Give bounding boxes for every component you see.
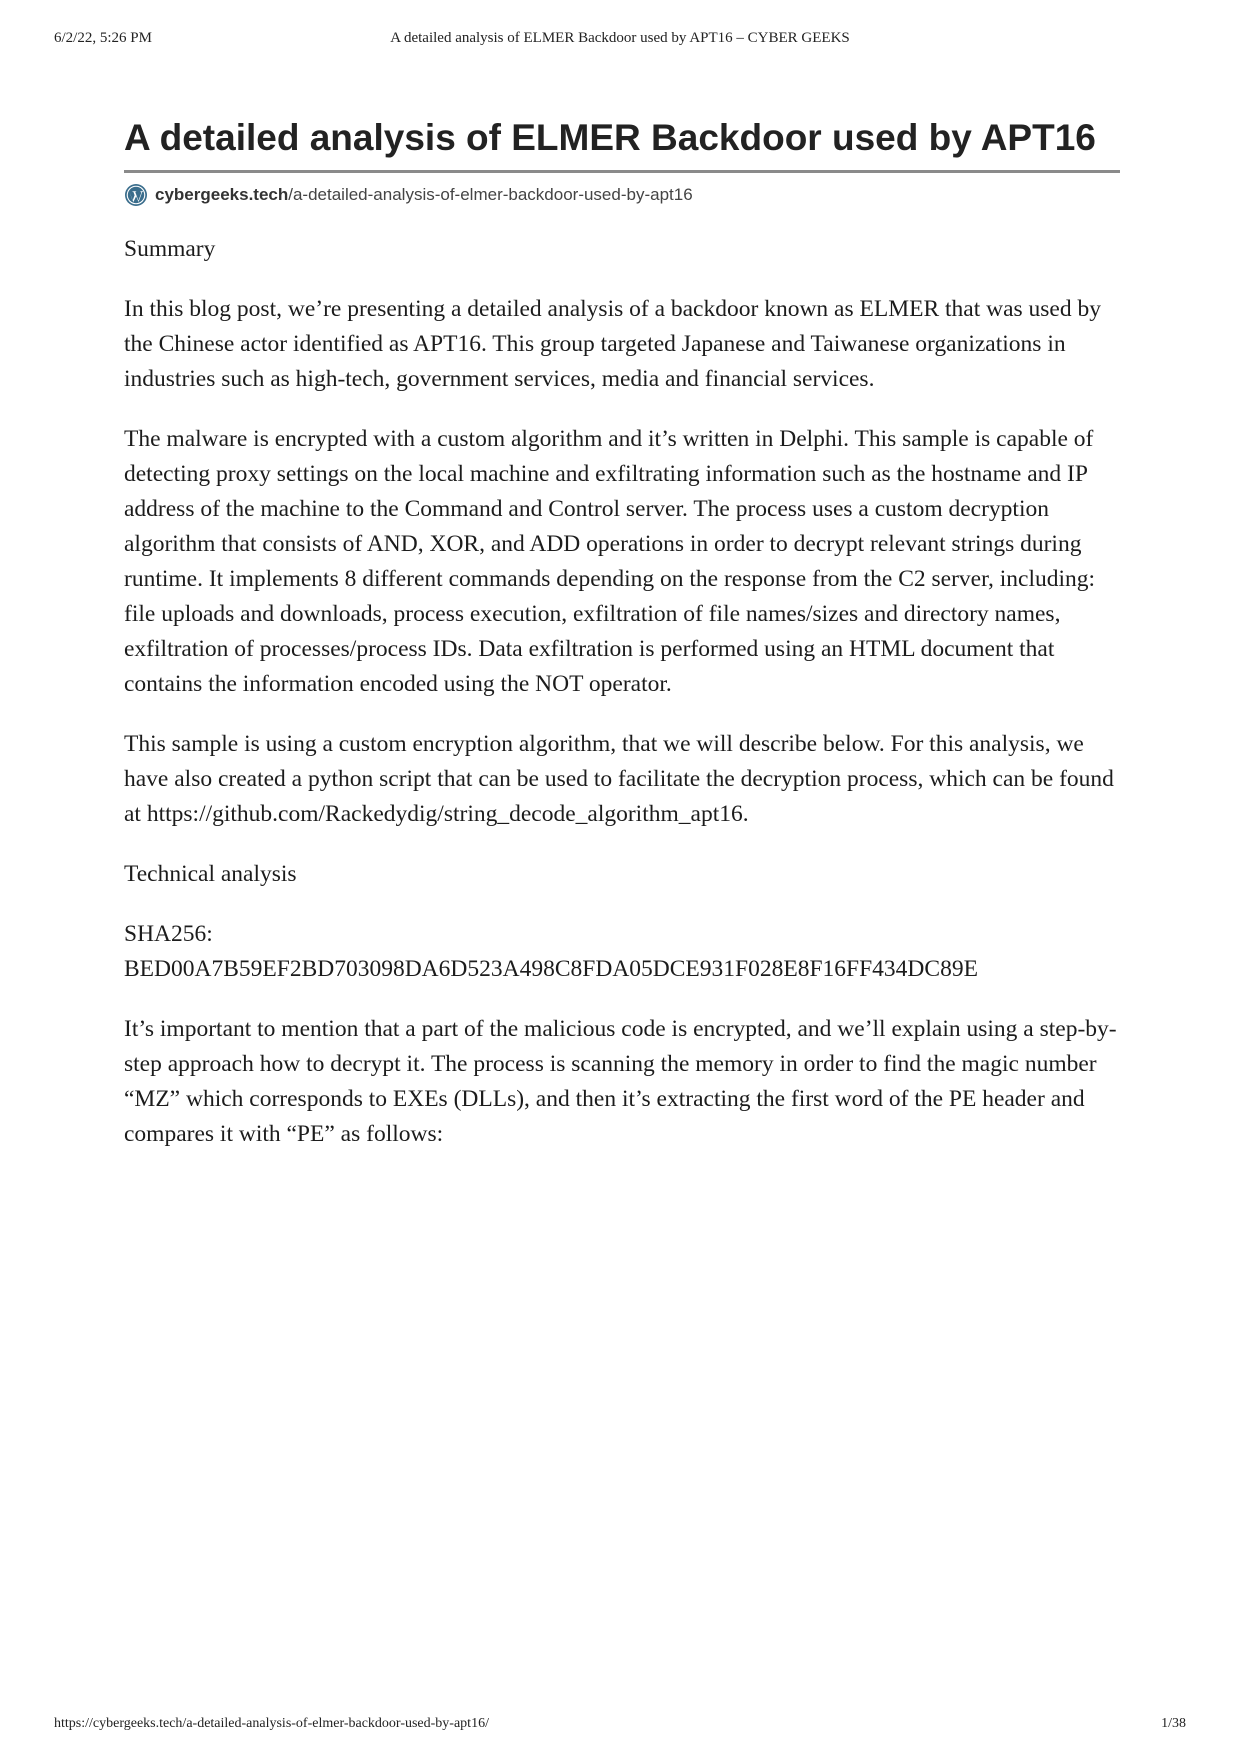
article-title: A detailed analysis of ELMER Backdoor used by APT16 [124,112,1120,173]
print-date: 6/2/22, 5:26 PM [54,30,152,46]
paragraph-malware-overview: The malware is encrypted with a custom algorithm and it’s written in Delphi. This sample is capable of detecting proxy settings on the local machine and exfiltrating information such as the hostname and IP address of the machine to the Command and Control server. The process uses a custom decryption algorithm that consists of AND, XOR, and ADD operations in order to decrypt relevant strings during runtime. It implements 8 different commands depending on the response from the C2 server, including: file uploads and downloads, process execution, exfiltration of file names/sizes and directory names, exfiltration of processes/process IDs. Data exfiltration is performed using an HTML document that contains the information encoded using the NOT operator. [124,426,1096,697]
page-number: 1/38 [1161,1716,1186,1731]
print-footer-url: https://cybergeeks.tech/a-detailed-analysis-of-elmer-backdoor-used-by-apt16/ [54,1716,489,1731]
paragraph-encryption-script: This sample is using a custom encryption algorithm, that we will describe below. For this analysis, we have also created a python script that can be used to facilitate the decryption process, which can be found at https://github.com/Rackedydig/string_decode_algorithm_apt16. [124,731,1114,827]
print-document-title: A detailed analysis of ELMER Backdoor used by APT16 – CYBER GEEKS [390,30,850,46]
source-path: /a-detailed-analysis-of-elmer-backdoor-used-by-apt16 [288,185,693,204]
sha256-block [124,917,1120,987]
source-domain: cybergeeks.tech [155,185,289,204]
paragraph-intro: In this blog post, we’re presenting a detailed analysis of a backdoor known as ELMER that was used by the Chinese actor identified as APT16. This group targeted Japanese and Taiwanese organizations in industries such as high-tech, government services, media and financial services. [124,296,1101,392]
paragraph-decryption-approach: It’s important to mention that a part of the malicious code is encrypted, and we’ll explain using a step-by-step approach how to decrypt it. The process is scanning the memory in order to find the magic number “MZ” which corresponds to EXEs (DLLs), and then it’s extracting the first word of the PE header and compares it with “PE” as follows: [124,1016,1117,1147]
wordpress-icon [124,183,148,207]
print-header [54,30,1186,50]
section-heading-technical-analysis: Technical analysis [124,861,297,887]
article-body [124,232,1120,1152]
sha256-value: BED00A7B59EF2BD703098DA6D523A498C8FDA05DCE931F028E8F16FF434DC89E [124,956,978,982]
section-heading-summary: Summary [124,236,216,262]
article [124,112,1120,1177]
source-link[interactable] [124,182,1120,208]
sha256-label: SHA256: [124,921,213,947]
